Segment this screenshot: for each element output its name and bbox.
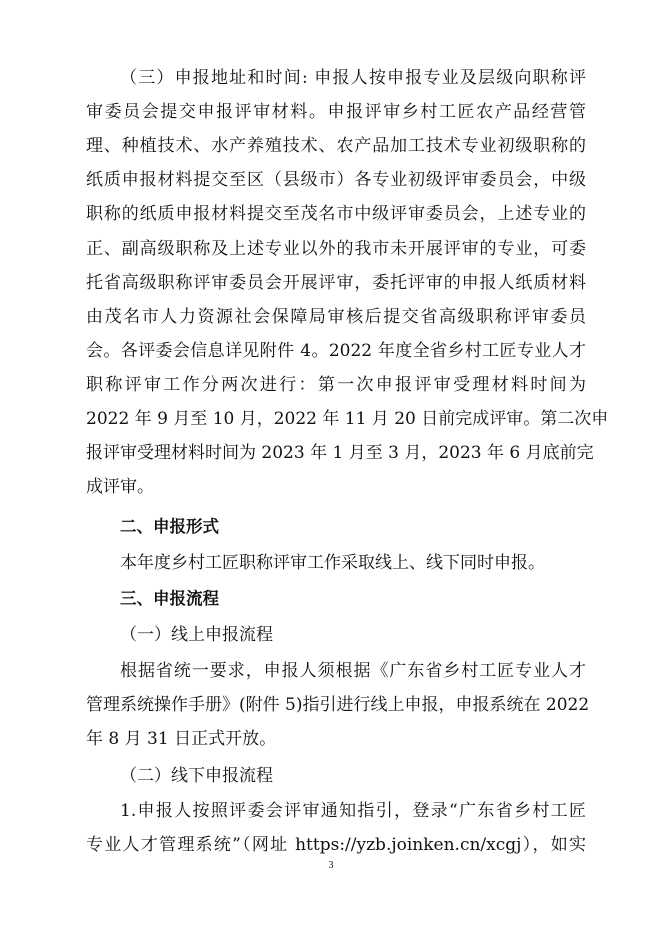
- section-heading: 二、申报形式: [120, 517, 219, 536]
- paragraph-line: 成评审。: [86, 477, 154, 497]
- paragraph-line: 纸质申报材料提交至区（县级市）各专业初级评审委员会，中级: [86, 170, 586, 190]
- paragraph-line: 管理系统操作手册》(附件 5)指引进行线上申报，申报系统在 2022: [86, 695, 590, 715]
- paragraph-line: 根据省统一要求，申报人须根据《广东省乡村工匠专业人才: [120, 661, 586, 681]
- page-number: 3: [328, 860, 334, 871]
- paragraph-line: 理、种植技术、水产养殖技术、农产品加工技术专业初级职称的: [86, 136, 586, 156]
- paragraph-line: 1.申报人按照评委会评审通知指引，登录“广东省乡村工匠: [120, 801, 586, 821]
- subsection-heading: （二）线下申报流程: [120, 766, 273, 786]
- paragraph-line: 职称评审工作分两次进行：第一次申报评审受理材料时间为: [86, 375, 586, 395]
- paragraph-line: 审委员会提交申报评审材料。申报评审乡村工匠农产品经营管: [86, 102, 586, 122]
- paragraph-line: 本年度乡村工匠职称评审工作采取线上、线下同时申报。: [120, 553, 545, 573]
- paragraph-line: 年 8 月 31 日正式开放。: [86, 729, 277, 749]
- paragraph-line: 2022 年 9 月至 10 月，2022 年 11 月 20 日前完成评审。第二次申: [86, 409, 609, 429]
- section-heading: 三、申报流程: [120, 589, 219, 608]
- paragraph-line: 正、副高级职称及上述专业以外的我市未开展评审的专业，可委: [86, 239, 586, 259]
- paragraph-line: 报评审受理材料时间为 2023 年 1 月至 3 月，2023 年 6 月底前完: [86, 443, 594, 463]
- paragraph-line: 专业人才管理系统”（网址 https://yzb.joinken.cn/xcgj），如实: [86, 835, 586, 855]
- paragraph-line: 职称的纸质申报材料提交至茂名市中级评审委员会，上述专业的: [86, 204, 586, 224]
- paragraph-line: 托省高级职称评审委员会开展评审，委托评审的申报人纸质材料: [86, 273, 586, 293]
- paragraph-line: （三）申报地址和时间: 申报人按申报专业及层级向职称评: [120, 68, 586, 88]
- paragraph-line: 由茂名市人力资源社会保障局审核后提交省高级职称评审委员: [86, 307, 586, 327]
- subsection-heading: （一）线上申报流程: [120, 625, 273, 645]
- paragraph-line: 会。各评委会信息详见附件 4。2022 年度全省乡村工匠专业人才: [86, 341, 586, 361]
